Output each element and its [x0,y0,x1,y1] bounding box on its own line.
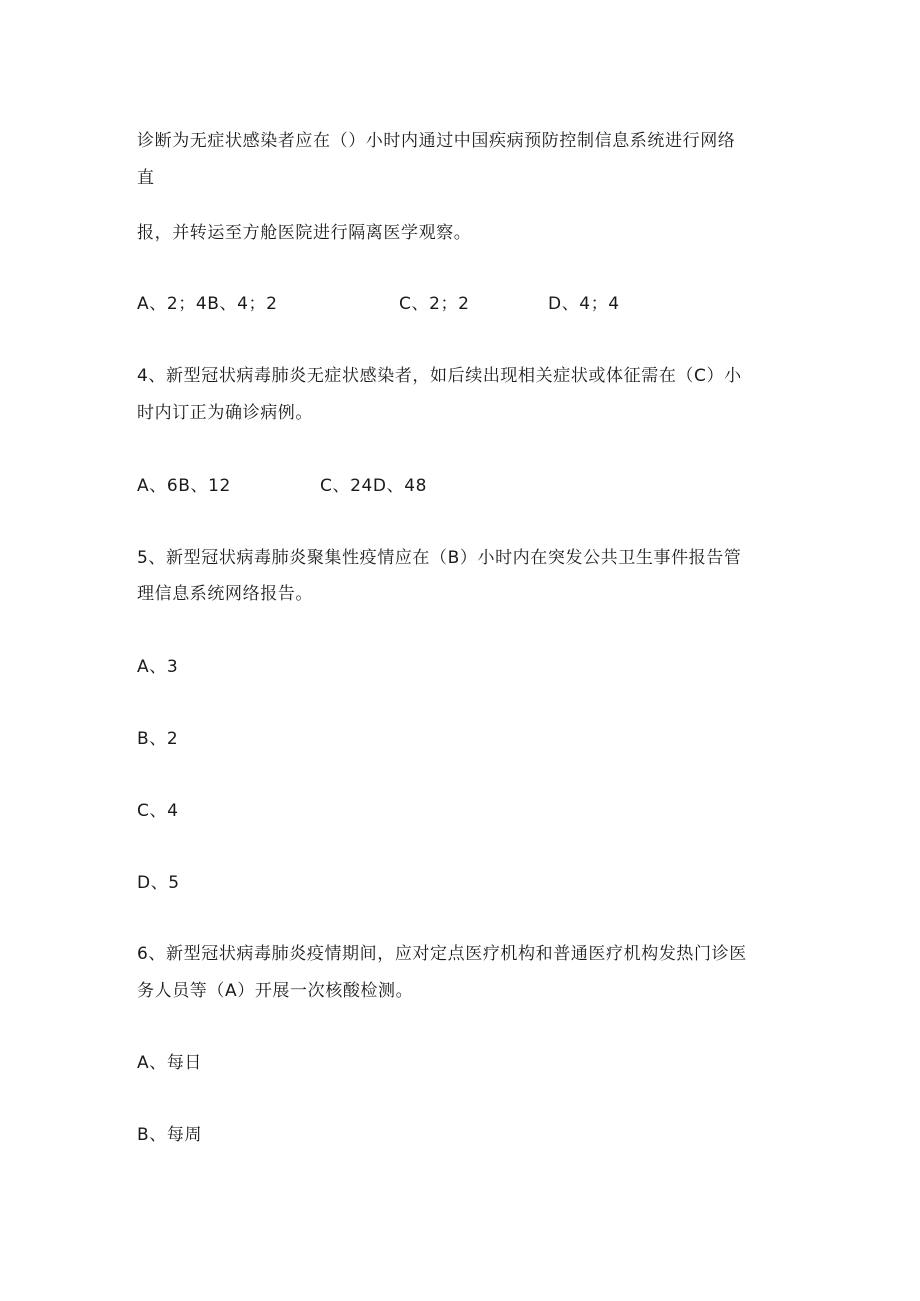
question4-options-cd: C、24D、48 [320,476,428,496]
question3-stem-line2: 直 [137,168,155,188]
question5-option-a: A、3 [137,657,179,677]
question4-options-ab: A、6B、12 [137,476,231,496]
question3-stem-line3: 报，并转运至方舱医院进行隔离医学观察。 [137,223,472,243]
question6-option-b: B、每周 [137,1125,203,1145]
question3-options [137,294,697,314]
question5-stem-line2: 理信息系统网络报告。 [137,584,313,604]
question6-option-a: A、每日 [137,1053,203,1073]
question6-stem-line2: 务人员等（A）开展一次核酸检测。 [137,981,414,1001]
question5-stem-line1: 5、新型冠状病毒肺炎聚集性疫情应在（B）小时内在突发公共卫生事件报告管 [137,548,742,568]
question3-stem-line1: 诊断为无症状感染者应在（）小时内通过中国疾病预防控制信息系统进行网络 [137,131,736,151]
question4-options [137,476,537,496]
question5-option-b: B、2 [137,729,179,749]
question3-option-d: D、4；4 [548,294,620,314]
question5-option-c: C、4 [137,801,179,821]
question6-stem-line1: 6、新型冠状病毒肺炎疫情期间，应对定点医疗机构和普通医疗机构发热门诊医 [137,944,747,964]
question3-option-c: C、2；2 [399,294,470,314]
question5-option-d: D、5 [137,873,180,893]
question4-stem-line2: 时内订正为确诊病例。 [137,403,313,423]
question3-options-ab: A、2；4B、4；2 [137,294,278,314]
question4-stem-line1: 4、新型冠状病毒肺炎无症状感染者，如后续出现相关症状或体征需在（C）小 [137,366,742,386]
